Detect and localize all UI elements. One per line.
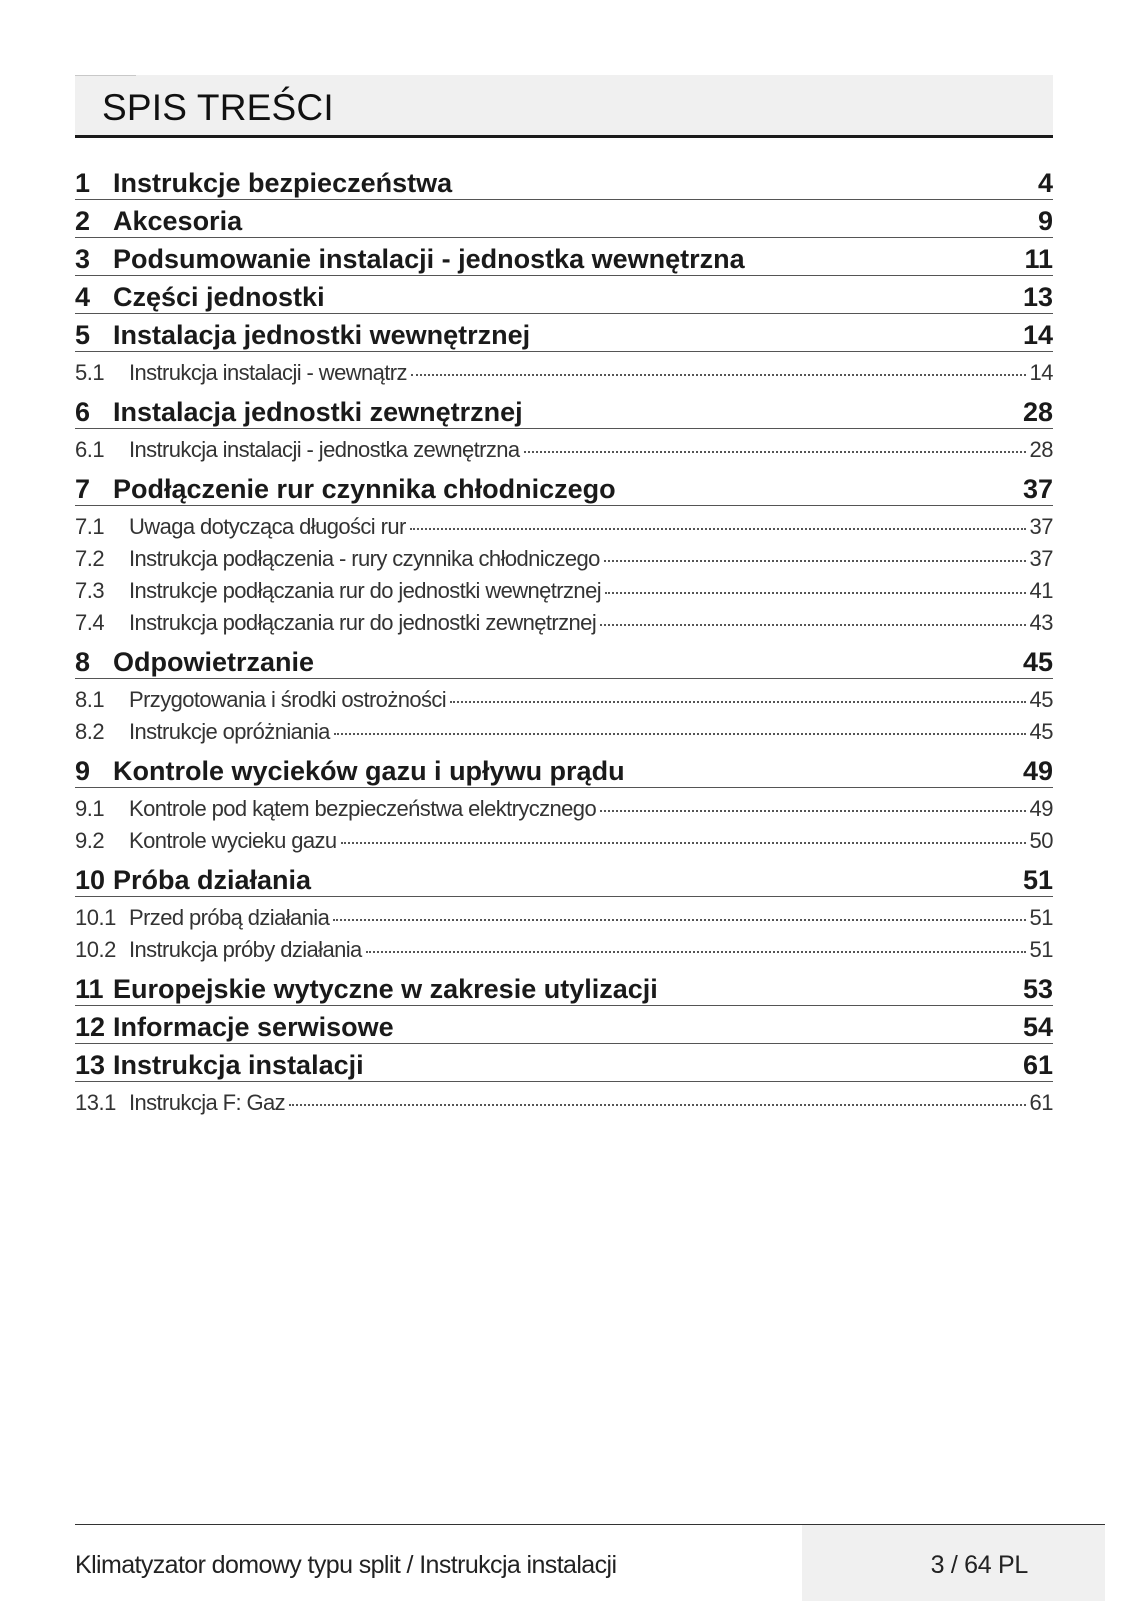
dot-leader (333, 897, 1025, 921)
toc-section-page: 9 (1037, 206, 1053, 236)
toc-subsection-title: Uwaga dotycząca długości rur (129, 514, 406, 539)
toc-section-number: 1 (75, 168, 91, 198)
footer-page-number: 3 / 64 PL (930, 1551, 1028, 1579)
toc-section-title: Europejskie wytyczne w zakresie utylizacji (113, 974, 658, 1004)
toc-section-title: Instalacja jednostki zewnętrznej (113, 397, 523, 427)
toc-section-5[interactable] (75, 314, 1053, 352)
toc-subsection-title: Instrukcja podłączenia - rury czynnika chłodniczego (129, 546, 600, 571)
toc-section-title: Części jednostki (113, 282, 325, 312)
toc-section-7[interactable] (75, 468, 1053, 506)
toc-subsection-page: 37 (1029, 546, 1053, 571)
toc-section-number: 12 (75, 1012, 106, 1042)
toc-subsection-title: Przed próbą działania (129, 905, 330, 930)
toc-subsection-number: 8.1 (75, 687, 105, 712)
toc-subsection-number: 7.1 (75, 514, 105, 539)
toc-section-page: 11 (1024, 244, 1053, 274)
toc-subsection-page: 49 (1029, 796, 1053, 821)
toc-section-11[interactable] (75, 968, 1053, 1006)
page-title: SPIS TREŚCI (102, 87, 334, 128)
dot-leader (450, 679, 1025, 703)
toc-subsection-number: 6.1 (75, 437, 105, 462)
toc-subsection-page: 45 (1029, 687, 1053, 712)
toc-section-title: Podłączenie rur czynnika chłodniczego (113, 474, 616, 504)
toc-page (75, 75, 1053, 1121)
toc-subsection-title: Kontrole pod kątem bezpieczeństwa elektrycznego (129, 796, 597, 821)
toc-subsection-list (75, 506, 1053, 641)
toc-section-8[interactable] (75, 641, 1053, 679)
toc-section-title: Instalacja jednostki wewnętrznej (113, 320, 531, 350)
toc-section-number: 5 (75, 320, 91, 350)
dot-leader (289, 1082, 1025, 1106)
toc-section-number: 2 (75, 206, 91, 236)
toc-section-page: 51 (1022, 865, 1053, 895)
toc-section-page: 28 (1022, 397, 1053, 427)
toc-section-number: 7 (75, 474, 91, 504)
toc-subsection-title: Instrukcja podłączania rur do jednostki zewnętrznej (129, 610, 597, 635)
toc-section-title: Próba działania (113, 865, 312, 895)
toc-section-number: 8 (75, 647, 91, 677)
toc-section-4[interactable] (75, 276, 1053, 314)
title-block (75, 75, 1053, 138)
toc-section-title: Instrukcja instalacji (113, 1050, 364, 1080)
toc-subsection-list (75, 788, 1053, 859)
toc-subsection-list (75, 897, 1053, 968)
toc-subsection-8.2[interactable] (75, 715, 1053, 747)
toc-section-title: Akcesoria (113, 206, 243, 236)
toc-section-page: 14 (1022, 320, 1053, 350)
toc-section-6[interactable] (75, 391, 1053, 429)
dot-leader (410, 506, 1026, 530)
toc-subsection-list (75, 429, 1053, 468)
toc-section-title: Instrukcje bezpieczeństwa (113, 168, 453, 198)
toc-subsection-page: 61 (1029, 1090, 1053, 1115)
toc-section-title: Podsumowanie instalacji - jednostka wewnętrzna (113, 244, 745, 274)
dot-leader (600, 602, 1025, 626)
toc-subsection-page: 14 (1029, 360, 1053, 385)
toc-subsection-list (75, 1082, 1053, 1121)
toc-section-page: 45 (1022, 647, 1053, 677)
toc-section-number: 3 (75, 244, 91, 274)
toc-subsection-title: Instrukcja instalacji - wewnątrz (129, 360, 407, 385)
dot-leader (524, 429, 1026, 453)
toc-section-number: 13 (75, 1050, 106, 1080)
toc-section-10[interactable] (75, 859, 1053, 897)
toc-subsection-title: Instrukcja instalacji - jednostka zewnętrzna (129, 437, 520, 462)
toc-section-9[interactable] (75, 750, 1053, 788)
toc-subsection-page: 28 (1029, 437, 1053, 462)
toc-subsection-number: 9.2 (75, 828, 105, 853)
toc-subsection-number: 10.1 (75, 905, 116, 930)
toc-subsection-number: 7.3 (75, 578, 105, 603)
toc-section-page: 49 (1022, 756, 1053, 786)
toc-section-title: Informacje serwisowe (113, 1012, 394, 1042)
title-corner-mark (75, 75, 136, 76)
toc-subsection-number: 13.1 (75, 1090, 116, 1115)
toc-section-number: 9 (75, 756, 91, 786)
toc-section-3[interactable] (75, 238, 1053, 276)
toc-subsection-page: 37 (1029, 514, 1053, 539)
dot-leader (604, 538, 1026, 562)
toc-subsection-number: 10.2 (75, 937, 116, 962)
toc-subsection-title: Instrukcje opróżniania (129, 719, 330, 744)
toc-subsection-page: 51 (1029, 937, 1053, 962)
toc-section-number: 11 (75, 974, 104, 1004)
toc-section-page: 37 (1022, 474, 1053, 504)
toc-subsection-page: 50 (1029, 828, 1053, 853)
dot-leader (411, 352, 1026, 376)
toc-subsection-number: 9.1 (75, 796, 105, 821)
toc-subsection-6.1[interactable] (75, 433, 1053, 465)
toc-subsection-page: 41 (1029, 578, 1053, 603)
toc-subsection-5.1[interactable] (75, 356, 1053, 388)
toc-subsection-title: Przygotowania i środki ostrożności (129, 687, 447, 712)
dot-leader (334, 711, 1026, 735)
toc-subsection-title: Kontrole wycieku gazu (129, 828, 337, 853)
dot-leader (341, 820, 1026, 844)
toc-section-page: 4 (1037, 168, 1053, 198)
toc-subsection-7.4[interactable] (75, 606, 1053, 638)
toc-subsection-13.1[interactable] (75, 1086, 1053, 1118)
dot-leader (366, 929, 1026, 953)
toc-section-13[interactable] (75, 1044, 1053, 1082)
toc-subsection-number: 8.2 (75, 719, 105, 744)
toc-subsection-list (75, 679, 1053, 750)
toc-subsection-number: 7.4 (75, 610, 105, 635)
toc-subsection-page: 51 (1029, 905, 1053, 930)
toc-subsection-page: 45 (1029, 719, 1053, 744)
toc-section-title: Odpowietrzanie (113, 647, 315, 677)
toc-subsection-number: 7.2 (75, 546, 105, 571)
toc-section-number: 6 (75, 397, 91, 427)
dot-leader (600, 788, 1025, 812)
toc-section-page: 54 (1022, 1012, 1053, 1042)
toc-subsection-number: 5.1 (75, 360, 105, 385)
dot-leader (605, 570, 1026, 594)
toc-section-title: Kontrole wycieków gazu i upływu prądu (113, 756, 625, 786)
toc-section-page: 53 (1022, 974, 1053, 1004)
toc-section-2[interactable] (75, 200, 1053, 238)
toc-subsection-9.2[interactable] (75, 824, 1053, 856)
toc-section-number: 4 (75, 282, 91, 312)
toc-subsection-title: Instrukcja próby działania (129, 937, 362, 962)
toc-subsection-list (75, 352, 1053, 391)
toc-subsection-title: Instrukcja F: Gaz (129, 1090, 286, 1115)
toc-subsection-page: 43 (1029, 610, 1053, 635)
toc-section-page: 13 (1022, 282, 1053, 312)
table-of-contents (75, 162, 1053, 1121)
toc-section-1[interactable] (75, 162, 1053, 200)
toc-section-number: 10 (75, 865, 106, 895)
page-footer (75, 1524, 1105, 1601)
toc-subsection-10.2[interactable] (75, 933, 1053, 965)
toc-section-page: 61 (1022, 1050, 1053, 1080)
toc-subsection-title: Instrukcje podłączania rur do jednostki wewnętrznej (129, 578, 601, 603)
toc-section-12[interactable] (75, 1006, 1053, 1044)
footer-document-title: Klimatyzator domowy typu split / Instrukcja instalacji (75, 1551, 617, 1579)
